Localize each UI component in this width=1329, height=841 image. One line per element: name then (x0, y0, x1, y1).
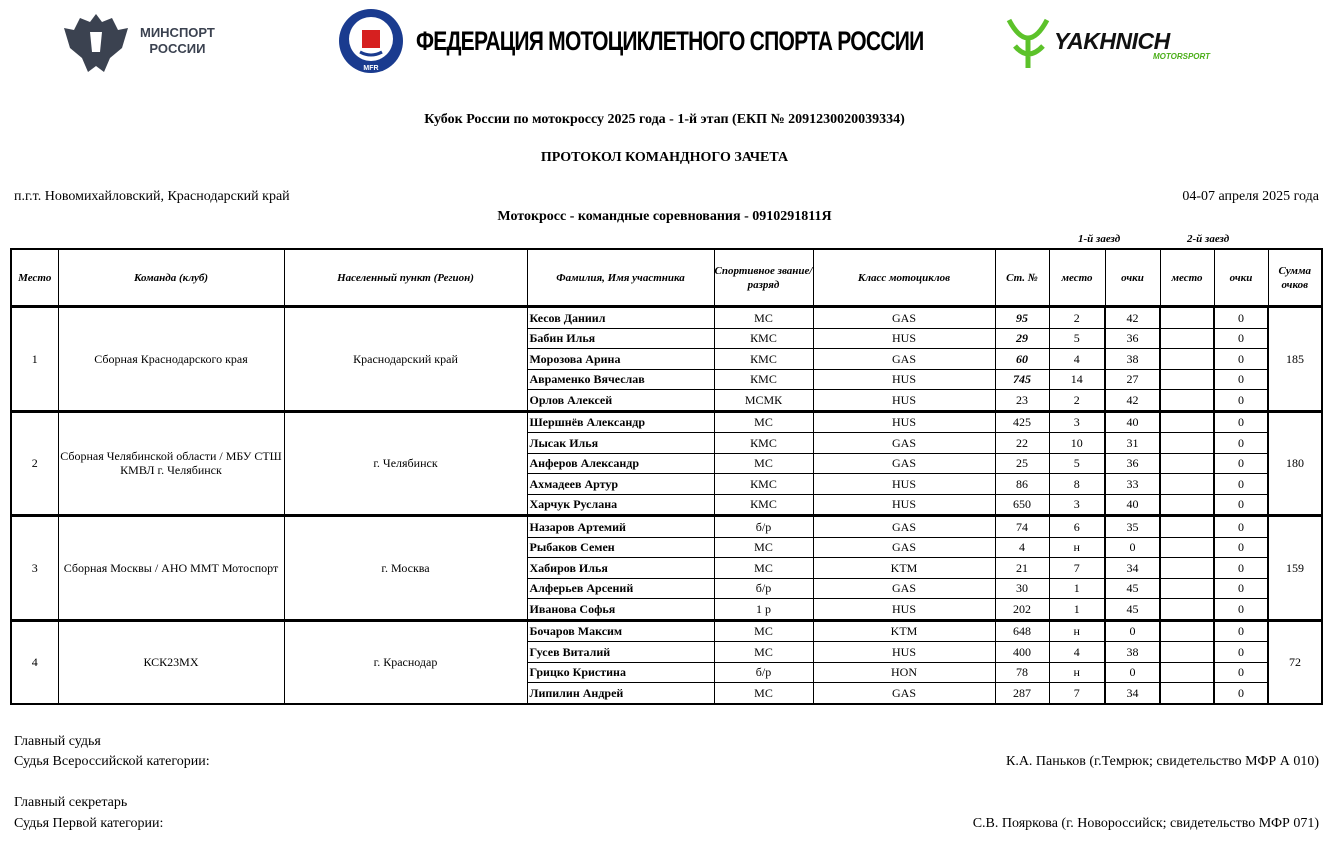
heat1-place: 14 (1049, 369, 1105, 390)
heat1-place: 1 (1049, 599, 1105, 621)
heat1-place: 7 (1049, 683, 1105, 704)
team-name: Сборная Москвы / АНО ММТ Мотоспорт (58, 516, 284, 621)
heat1-place: 3 (1049, 494, 1105, 516)
team-region: г. Москва (284, 516, 527, 621)
table-row (11, 516, 1322, 538)
table-row (11, 307, 1322, 329)
rider-name: Орлов Алексей (527, 390, 714, 412)
rider-name: Харчук Руслана (527, 494, 714, 516)
start-number: 650 (995, 494, 1049, 516)
team-place: 2 (11, 411, 58, 516)
judge-role: Главный судья (14, 734, 101, 749)
moto-class: HON (813, 662, 995, 683)
secretary-role: Главный секретарь (14, 795, 128, 810)
heat2-place (1160, 474, 1214, 495)
document-subtitle: ПРОТОКОЛ КОМАНДНОГО ЗАЧЕТА (540, 150, 789, 165)
heat2-place (1160, 411, 1214, 433)
heat1-place: 7 (1049, 558, 1105, 579)
heat2-place (1160, 307, 1214, 329)
team-total: 159 (1268, 516, 1322, 621)
heat2-place (1160, 578, 1214, 599)
moto-class: HUS (813, 642, 995, 663)
heat2-place (1160, 433, 1214, 454)
start-number: 4 (995, 537, 1049, 558)
rank: МС (714, 683, 813, 704)
heat1-points: 45 (1105, 578, 1160, 599)
heat2-place (1160, 390, 1214, 412)
yakhnich-emblem-icon (1003, 16, 1053, 72)
heat2-label: 2-й заезд (1187, 233, 1230, 245)
team-place: 3 (11, 516, 58, 621)
rider-name: Хабиров Илья (527, 558, 714, 579)
moto-class: HUS (813, 369, 995, 390)
column-header-region: Населенный пункт (Регион) (284, 249, 527, 307)
heat1-place: 10 (1049, 433, 1105, 454)
start-number: 30 (995, 578, 1049, 599)
heat1-points: 45 (1105, 599, 1160, 621)
heat1-points: 38 (1105, 642, 1160, 663)
minsport-line1: МИНСПОРТ (140, 25, 215, 40)
heat1-points: 36 (1105, 453, 1160, 474)
moto-class: GAS (813, 349, 995, 370)
column-header-team: Команда (клуб) (58, 249, 284, 307)
heat2-points: 0 (1214, 578, 1268, 599)
location: п.г.т. Новомихайловский, Краснодарский край (14, 189, 290, 204)
moto-class: GAS (813, 683, 995, 704)
start-number: 21 (995, 558, 1049, 579)
document-title: Кубок России по мотокроссу 2025 года - 1-й этап (ЕКП № 2091230020039334) (424, 112, 905, 127)
rider-name: Авраменко Вячеслав (527, 369, 714, 390)
heat2-place (1160, 494, 1214, 516)
heat1-points: 40 (1105, 411, 1160, 433)
rank: МС (714, 453, 813, 474)
start-number: 202 (995, 599, 1049, 621)
team-total: 180 (1268, 411, 1322, 516)
rank: МС (714, 307, 813, 329)
rider-name: Ахмадеев Артур (527, 474, 714, 495)
moto-class: HUS (813, 411, 995, 433)
heat2-points: 0 (1214, 516, 1268, 538)
heat2-place (1160, 662, 1214, 683)
heat2-place (1160, 369, 1214, 390)
table-header-row (11, 249, 1322, 307)
rider-name: Липилин Андрей (527, 683, 714, 704)
team-name: КСК23МХ (58, 620, 284, 704)
moto-class: HUS (813, 328, 995, 349)
rank: МСМК (714, 390, 813, 412)
start-number: 74 (995, 516, 1049, 538)
team-total: 72 (1268, 620, 1322, 704)
heat1-place: 6 (1049, 516, 1105, 538)
rider-name: Морозова Арина (527, 349, 714, 370)
minsport-emblem-icon (60, 8, 132, 76)
heat1-place: н (1049, 537, 1105, 558)
moto-class: HUS (813, 390, 995, 412)
column-header-rider-name: Фамилия, Имя участника (527, 249, 714, 307)
column-header-moto-class: Класс мотоциклов (813, 249, 995, 307)
rank: б/р (714, 662, 813, 683)
moto-class: KTM (813, 558, 995, 579)
heat1-points: 35 (1105, 516, 1160, 538)
heat1-place: 5 (1049, 328, 1105, 349)
mfr-logo-icon (338, 8, 404, 74)
start-number: 86 (995, 474, 1049, 495)
start-number: 22 (995, 433, 1049, 454)
moto-class: GAS (813, 516, 995, 538)
start-number: 29 (995, 328, 1049, 349)
heat1-points: 27 (1105, 369, 1160, 390)
heat2-place (1160, 453, 1214, 474)
heat1-place: 3 (1049, 411, 1105, 433)
heat2-place (1160, 620, 1214, 642)
heat1-points: 36 (1105, 328, 1160, 349)
column-header-heat2-place: место (1160, 249, 1214, 307)
rider-name: Лысак Илья (527, 433, 714, 454)
rider-name: Шершнёв Александр (527, 411, 714, 433)
heat1-place: 2 (1049, 307, 1105, 329)
dates: 04-07 апреля 2025 года (1182, 189, 1319, 204)
rider-name: Рыбаков Семен (527, 537, 714, 558)
rider-name: Иванова Софья (527, 599, 714, 621)
heat2-place (1160, 599, 1214, 621)
moto-class: GAS (813, 307, 995, 329)
heat1-label: 1-й заезд (1078, 233, 1121, 245)
heat2-place (1160, 558, 1214, 579)
moto-class: HUS (813, 494, 995, 516)
heat2-points: 0 (1214, 453, 1268, 474)
rank: МС (714, 411, 813, 433)
column-header-place: Место (11, 249, 58, 307)
heat2-points: 0 (1214, 474, 1268, 495)
moto-class: HUS (813, 474, 995, 495)
team-place: 1 (11, 307, 58, 412)
team-name: Сборная Челябинской области / МБУ СТШ КМВЛ г. Челябинск (58, 411, 284, 516)
heat2-place (1160, 349, 1214, 370)
rider-name: Анферов Александр (527, 453, 714, 474)
mfr-logo-text: MFR (363, 65, 379, 72)
sponsor-name: YAKHNICH (1054, 28, 1170, 54)
moto-class: GAS (813, 433, 995, 454)
heat2-points: 0 (1214, 369, 1268, 390)
team-region: г. Краснодар (284, 620, 527, 704)
team-place: 4 (11, 620, 58, 704)
rider-name: Бочаров Максим (527, 620, 714, 642)
heat2-points: 0 (1214, 620, 1268, 642)
start-number: 425 (995, 411, 1049, 433)
rider-name: Алферьев Арсений (527, 578, 714, 599)
heat1-points: 42 (1105, 307, 1160, 329)
rider-name: Кесов Даниил (527, 307, 714, 329)
rider-name: Грицко Кристина (527, 662, 714, 683)
heat1-points: 0 (1105, 662, 1160, 683)
rank: КМС (714, 369, 813, 390)
heat2-points: 0 (1214, 411, 1268, 433)
heat2-points: 0 (1214, 494, 1268, 516)
heat1-points: 34 (1105, 558, 1160, 579)
rank: КМС (714, 474, 813, 495)
heat2-points: 0 (1214, 642, 1268, 663)
discipline: Мотокросс - командные соревнования - 0910291811Я (497, 209, 832, 224)
heat2-place (1160, 328, 1214, 349)
secretary-name: С.В. Пояркова (г. Новороссийск; свидетельство МФР 071) (972, 816, 1319, 831)
minsport-line2: РОССИИ (149, 41, 206, 56)
minsport-logo-text (140, 25, 215, 57)
rank: МС (714, 558, 813, 579)
heat1-points: 38 (1105, 349, 1160, 370)
rank: МС (714, 537, 813, 558)
rank: КМС (714, 328, 813, 349)
rider-name: Гусев Виталий (527, 642, 714, 663)
judge-name: К.А. Паньков (г.Темрюк; свидетельство МФР А 010) (1005, 754, 1319, 769)
heat2-points: 0 (1214, 537, 1268, 558)
column-header-heat1-place: место (1049, 249, 1105, 307)
start-number: 287 (995, 683, 1049, 704)
heat2-points: 0 (1214, 599, 1268, 621)
column-header-heat2-points: очки (1214, 249, 1268, 307)
heat1-points: 0 (1105, 620, 1160, 642)
team-region: Краснодарский край (284, 307, 527, 412)
heat1-place: 4 (1049, 642, 1105, 663)
sponsor-sub: MOTORSPORT (1153, 52, 1211, 61)
heat1-place: 2 (1049, 390, 1105, 412)
rank: 1 р (714, 599, 813, 621)
rank: КМС (714, 349, 813, 370)
heat2-points: 0 (1214, 662, 1268, 683)
heat2-points: 0 (1214, 433, 1268, 454)
results-table (10, 248, 1323, 705)
rank: б/р (714, 516, 813, 538)
heat1-points: 31 (1105, 433, 1160, 454)
heat2-place (1160, 683, 1214, 704)
rider-name: Бабин Илья (527, 328, 714, 349)
heat2-points: 0 (1214, 328, 1268, 349)
secretary-category: Судья Первой категории: (14, 816, 164, 831)
start-number: 648 (995, 620, 1049, 642)
start-number: 23 (995, 390, 1049, 412)
team-region: г. Челябинск (284, 411, 527, 516)
judge-category: Судья Всероссийской категории: (14, 754, 210, 769)
moto-class: GAS (813, 537, 995, 558)
rank: МС (714, 642, 813, 663)
heat1-points: 40 (1105, 494, 1160, 516)
heat2-place (1160, 642, 1214, 663)
federation-title: ФЕДЕРАЦИЯ МОТОЦИКЛЕТНОГО СПОРТА РОССИИ (416, 26, 924, 56)
column-header-total-points: Сумма очков (1268, 249, 1322, 307)
rank: МС (714, 620, 813, 642)
heat1-place: н (1049, 662, 1105, 683)
start-number: 78 (995, 662, 1049, 683)
column-header-heat1-points: очки (1105, 249, 1160, 307)
heat1-place: 4 (1049, 349, 1105, 370)
moto-class: HUS (813, 599, 995, 621)
moto-class: KTM (813, 620, 995, 642)
column-header-start-number: Ст. № (995, 249, 1049, 307)
team-total: 185 (1268, 307, 1322, 412)
heat1-points: 0 (1105, 537, 1160, 558)
heat2-points: 0 (1214, 558, 1268, 579)
rank: б/р (714, 578, 813, 599)
start-number: 95 (995, 307, 1049, 329)
rank: КМС (714, 494, 813, 516)
heat2-place (1160, 537, 1214, 558)
heat2-points: 0 (1214, 307, 1268, 329)
team-name: Сборная Краснодарского края (58, 307, 284, 412)
moto-class: GAS (813, 578, 995, 599)
heat1-place: 8 (1049, 474, 1105, 495)
heat1-place: 5 (1049, 453, 1105, 474)
heat1-points: 33 (1105, 474, 1160, 495)
rider-name: Назаров Артемий (527, 516, 714, 538)
table-row (11, 620, 1322, 642)
table-row (11, 411, 1322, 433)
start-number: 60 (995, 349, 1049, 370)
heat2-points: 0 (1214, 390, 1268, 412)
heat2-place (1160, 516, 1214, 538)
heat1-points: 34 (1105, 683, 1160, 704)
start-number: 745 (995, 369, 1049, 390)
heat2-points: 0 (1214, 683, 1268, 704)
heat1-place: н (1049, 620, 1105, 642)
heat1-place: 1 (1049, 578, 1105, 599)
rank: КМС (714, 433, 813, 454)
moto-class: GAS (813, 453, 995, 474)
column-header-rank: Спортивное звание/разряд (714, 249, 813, 307)
heat2-points: 0 (1214, 349, 1268, 370)
start-number: 400 (995, 642, 1049, 663)
heat1-points: 42 (1105, 390, 1160, 412)
start-number: 25 (995, 453, 1049, 474)
